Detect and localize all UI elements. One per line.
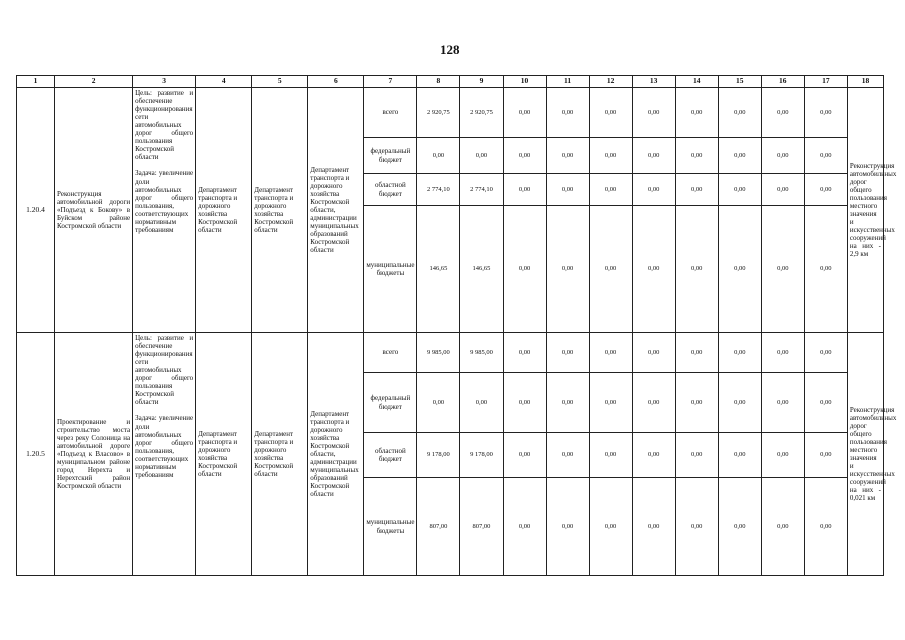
funding-value: 807,00 (460, 478, 503, 576)
funding-value: 2 920,75 (460, 88, 503, 138)
col-header: 6 (308, 76, 364, 88)
funding-value: 0,00 (675, 174, 718, 206)
funding-value: 0,00 (503, 333, 546, 373)
funding-value: 0,00 (589, 138, 632, 174)
funding-value: 0,00 (804, 88, 847, 138)
funding-value: 0,00 (675, 433, 718, 478)
funding-source: муниципальные бюджеты (364, 478, 417, 576)
funding-value: 0,00 (589, 206, 632, 333)
funding-value: 146,65 (417, 206, 460, 333)
funding-value: 0,00 (546, 333, 589, 373)
funding-value: 0,00 (503, 478, 546, 576)
col-header: 11 (546, 76, 589, 88)
funding-value: 0,00 (675, 206, 718, 333)
funding-value: 0,00 (503, 138, 546, 174)
col-header: 7 (364, 76, 417, 88)
item-result: Реконструкция автомобильных дорог общего пользования местного значения и искусственных сооружений на них - 0,021 км (847, 333, 883, 576)
funding-value: 0,00 (804, 174, 847, 206)
funding-value: 0,00 (761, 88, 804, 138)
funding-value: 0,00 (804, 333, 847, 373)
funding-source: областной бюджет (364, 433, 417, 478)
funding-value: 0,00 (632, 138, 675, 174)
col-header: 12 (589, 76, 632, 88)
funding-value: 0,00 (761, 373, 804, 433)
funding-value: 807,00 (417, 478, 460, 576)
col-header: 3 (133, 76, 196, 88)
item-goal: Цель: развитие и обеспечение функционирования сети автомобильных дорог общего пользования Костромской области Задача: увеличение доли автомобильных дорог общего пользования, соответствующих нормативным требованиям (133, 333, 196, 576)
funding-value: 9 178,00 (417, 433, 460, 478)
funding-value: 0,00 (632, 373, 675, 433)
funding-value: 0,00 (546, 373, 589, 433)
funding-value: 0,00 (675, 88, 718, 138)
item-goal: Цель: развитие и обеспечение функционирования сети автомобильных дорог общего пользования Костромской области Задача: увеличение доли автомобильных дорог общего пользования, соответствующих нормативным требованиям (133, 88, 196, 333)
table-row (17, 333, 884, 373)
funding-value: 0,00 (589, 174, 632, 206)
funding-value: 9 985,00 (417, 333, 460, 373)
funding-value: 9 985,00 (460, 333, 503, 373)
funding-value: 0,00 (761, 478, 804, 576)
col-header: 16 (761, 76, 804, 88)
funding-source: всего (364, 333, 417, 373)
funding-value: 2 920,75 (417, 88, 460, 138)
funding-value: 0,00 (632, 433, 675, 478)
funding-value: 0,00 (718, 478, 761, 576)
funding-value: 0,00 (632, 88, 675, 138)
item-code: 1.20.5 (17, 333, 55, 576)
item-name: Реконструкция автомобильной дороги «Подъезд к Бокову» в Буйском районе Костромской области (55, 88, 133, 333)
funding-value: 0,00 (675, 478, 718, 576)
funding-value: 0,00 (804, 433, 847, 478)
funding-value: 0,00 (546, 88, 589, 138)
funding-source: всего (364, 88, 417, 138)
col-header: 15 (718, 76, 761, 88)
funding-value: 0,00 (718, 138, 761, 174)
funding-value: 0,00 (417, 373, 460, 433)
col-header: 2 (55, 76, 133, 88)
funding-value: 0,00 (503, 88, 546, 138)
funding-value: 0,00 (804, 206, 847, 333)
funding-value: 0,00 (761, 138, 804, 174)
funding-value: 0,00 (632, 333, 675, 373)
funding-value: 0,00 (632, 174, 675, 206)
funding-source: областной бюджет (364, 174, 417, 206)
funding-value: 0,00 (761, 333, 804, 373)
item-col4: Департамент транспорта и дорожного хозяйства Костромской области (196, 88, 252, 333)
funding-value: 0,00 (718, 433, 761, 478)
funding-value: 0,00 (589, 478, 632, 576)
funding-value: 0,00 (761, 174, 804, 206)
funding-value: 0,00 (503, 433, 546, 478)
funding-value: 0,00 (503, 174, 546, 206)
funding-value: 0,00 (718, 206, 761, 333)
item-code: 1.20.4 (17, 88, 55, 333)
funding-value: 0,00 (761, 433, 804, 478)
funding-source: федеральный бюджет (364, 138, 417, 174)
col-header: 8 (417, 76, 460, 88)
funding-value: 0,00 (632, 206, 675, 333)
table-row (17, 88, 884, 138)
item-name: Проектирование и строительство моста через реку Солоница на автомобильной дороге «Подъезд к Власово» в муниципальном районе город Нерехта и Нерехтский район Костромской области (55, 333, 133, 576)
item-result: Реконструкция автомобильных дорог общего пользования местного значения и искусственных сооружений на них - 2,9 км (847, 88, 883, 333)
funding-value: 0,00 (503, 206, 546, 333)
funding-value: 0,00 (804, 373, 847, 433)
col-header: 9 (460, 76, 503, 88)
funding-value: 0,00 (718, 373, 761, 433)
item-col6: Департамент транспорта и дорожного хозяйства Костромской области, администрации муниципальных образований Костромской области (308, 88, 364, 333)
funding-value: 0,00 (718, 333, 761, 373)
funding-value: 0,00 (589, 433, 632, 478)
funding-value: 0,00 (460, 373, 503, 433)
funding-value: 0,00 (718, 88, 761, 138)
funding-value: 0,00 (761, 206, 804, 333)
program-table (16, 75, 897, 576)
col-header: 17 (804, 76, 847, 88)
item-col5: Департамент транспорта и дорожного хозяйства Костромской области (252, 88, 308, 333)
item-col4: Департамент транспорта и дорожного хозяйства Костромской области (196, 333, 252, 576)
funding-value: 0,00 (546, 478, 589, 576)
funding-value: 0,00 (632, 478, 675, 576)
col-header: 4 (196, 76, 252, 88)
col-header: 18 (847, 76, 883, 88)
funding-value: 9 178,00 (460, 433, 503, 478)
funding-value: 0,00 (546, 433, 589, 478)
funding-value: 0,00 (589, 373, 632, 433)
item-col5: Департамент транспорта и дорожного хозяйства Костромской области (252, 333, 308, 576)
funding-source: федеральный бюджет (364, 373, 417, 433)
funding-value: 0,00 (589, 333, 632, 373)
funding-value: 0,00 (718, 174, 761, 206)
funding-source: муниципальные бюджеты (364, 206, 417, 333)
item-col6: Департамент транспорта и дорожного хозяйства Костромской области, администрации муниципальных образований Костромской области (308, 333, 364, 576)
funding-value: 0,00 (503, 373, 546, 433)
col-header: 14 (675, 76, 718, 88)
funding-value: 2 774,10 (460, 174, 503, 206)
funding-value: 0,00 (804, 138, 847, 174)
funding-value: 146,65 (460, 206, 503, 333)
page-number: 128 (440, 42, 460, 57)
col-header: 1 (17, 76, 55, 88)
col-header: 13 (632, 76, 675, 88)
col-header: 5 (252, 76, 308, 88)
funding-value: 0,00 (804, 478, 847, 576)
funding-value: 0,00 (675, 138, 718, 174)
funding-value: 0,00 (546, 174, 589, 206)
funding-value: 0,00 (675, 333, 718, 373)
funding-value: 0,00 (546, 206, 589, 333)
funding-value: 0,00 (460, 138, 503, 174)
funding-value: 0,00 (589, 88, 632, 138)
header-row (17, 76, 884, 88)
funding-value: 0,00 (675, 373, 718, 433)
col-header: 10 (503, 76, 546, 88)
funding-value: 0,00 (417, 138, 460, 174)
funding-value: 0,00 (546, 138, 589, 174)
funding-value: 2 774,10 (417, 174, 460, 206)
